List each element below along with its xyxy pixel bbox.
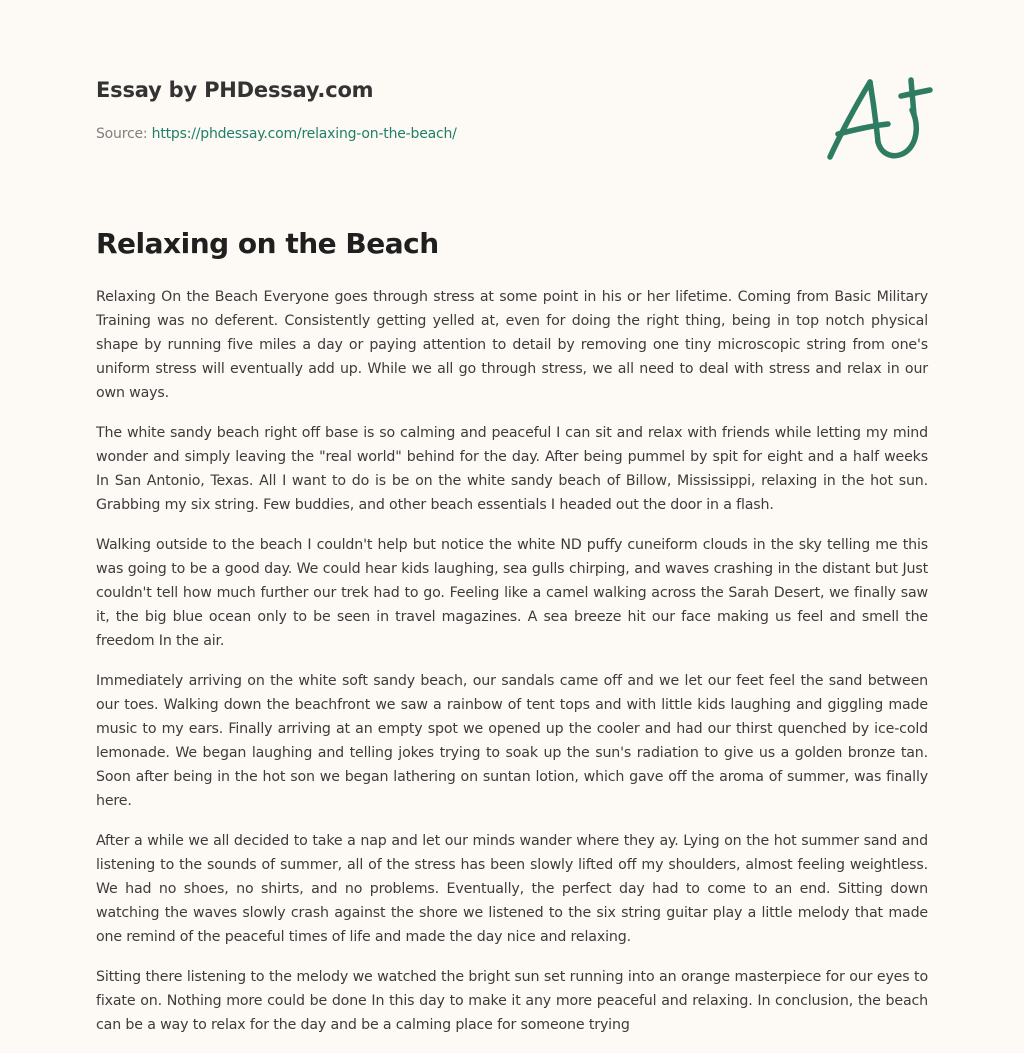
source-line	[96, 124, 696, 144]
essay-paragraph: After a while we all decided to take a nap and let our minds wander where they ay. Lying on the hot summer sand and listening to the sounds of summer, all of the stress has been slowly lifted off my shoulders, almost feeling weightless. We had no shoes, no shirts, and no problems. Eventually, the perfect day had to come to an end. Sitting down watching the waves slowly crash against the shore we listened to the six string guitar play a little melody that made one remind of the peaceful times of life and made the day nice and relaxing.	[96, 833, 928, 945]
essay-paragraph: The white sandy beach right off base is so calming and peaceful I can sit and relax with friends while letting my mind wonder and simply leaving the "real world" behind for the day. After being pummel by spit for eight and a half weeks In San Antonio, Texas. All I want to do is be on the white sandy beach of Billow, Mississippi, relaxing in the hot sun. Grabbing my six string. Few buddies, and other beach essentials I headed out the door in a flash.	[96, 425, 928, 513]
essay-paragraph: Immediately arriving on the white soft sandy beach, our sandals came off and we let our feet feel the sand between our toes. Walking down the beachfront we saw a rainbow of tent tops and with little kids laughing and giggling made music to my ears. Finally arriving at an empty spot we opened up the cooler and had our thirst quenched by ice-cold lemonade. We began laughing and telling jokes trying to soak up the sun's radiation to give us a golden bronze tan. Soon after being in the hot son we began lathering on suntan lotion, which gave off the aroma of summer, was finally here.	[96, 673, 928, 809]
essay-paragraph: Sitting there listening to the melody we watched the bright sun set running into an orange masterpiece for our eyes to fixate on. Nothing more could be done In this day to make it any more peaceful and relaxing. In conclusion, the beach can be a way to relax for the day and be a calming place for someone trying	[96, 969, 928, 1033]
site-title: Essay by PHDessay.com	[96, 78, 374, 102]
essay-paragraph: Relaxing On the Beach Everyone goes through stress at some point in his or her lifetime. Coming from Basic Military Training was no deferent. Consistently getting yelled at, even for doing the right thing, being in top notch physical shape by running five miles a day or paying attention to detail by removing one tiny microscopic string from one's uniform stress will eventually add up. While we all go through stress, we all need to deal with stress and relax in our own ways.	[96, 289, 928, 401]
essay-body	[96, 285, 928, 1053]
source-link[interactable]: https://phdessay.com/relaxing-on-the-beach/	[151, 126, 457, 142]
essay-title: Relaxing on the Beach	[96, 227, 439, 260]
essay-header	[96, 76, 696, 144]
essay-paragraph: Walking outside to the beach I couldn't help but notice the white ND puffy cuneiform clouds in the sky telling me this was going to be a good day. We could hear kids laughing, sea gulls chirping, and waves crashing in the distant but Just couldn't tell how much further our trek had to go. Feeling like a camel walking across the Sarah Desert, we finally saw it, the big blue ocean only to be seen in travel magazines. A sea breeze hit our face making us feel and smell the freedom In the air.	[96, 537, 928, 649]
source-label: Source:	[96, 126, 148, 142]
a-plus-grade-icon	[818, 60, 938, 170]
